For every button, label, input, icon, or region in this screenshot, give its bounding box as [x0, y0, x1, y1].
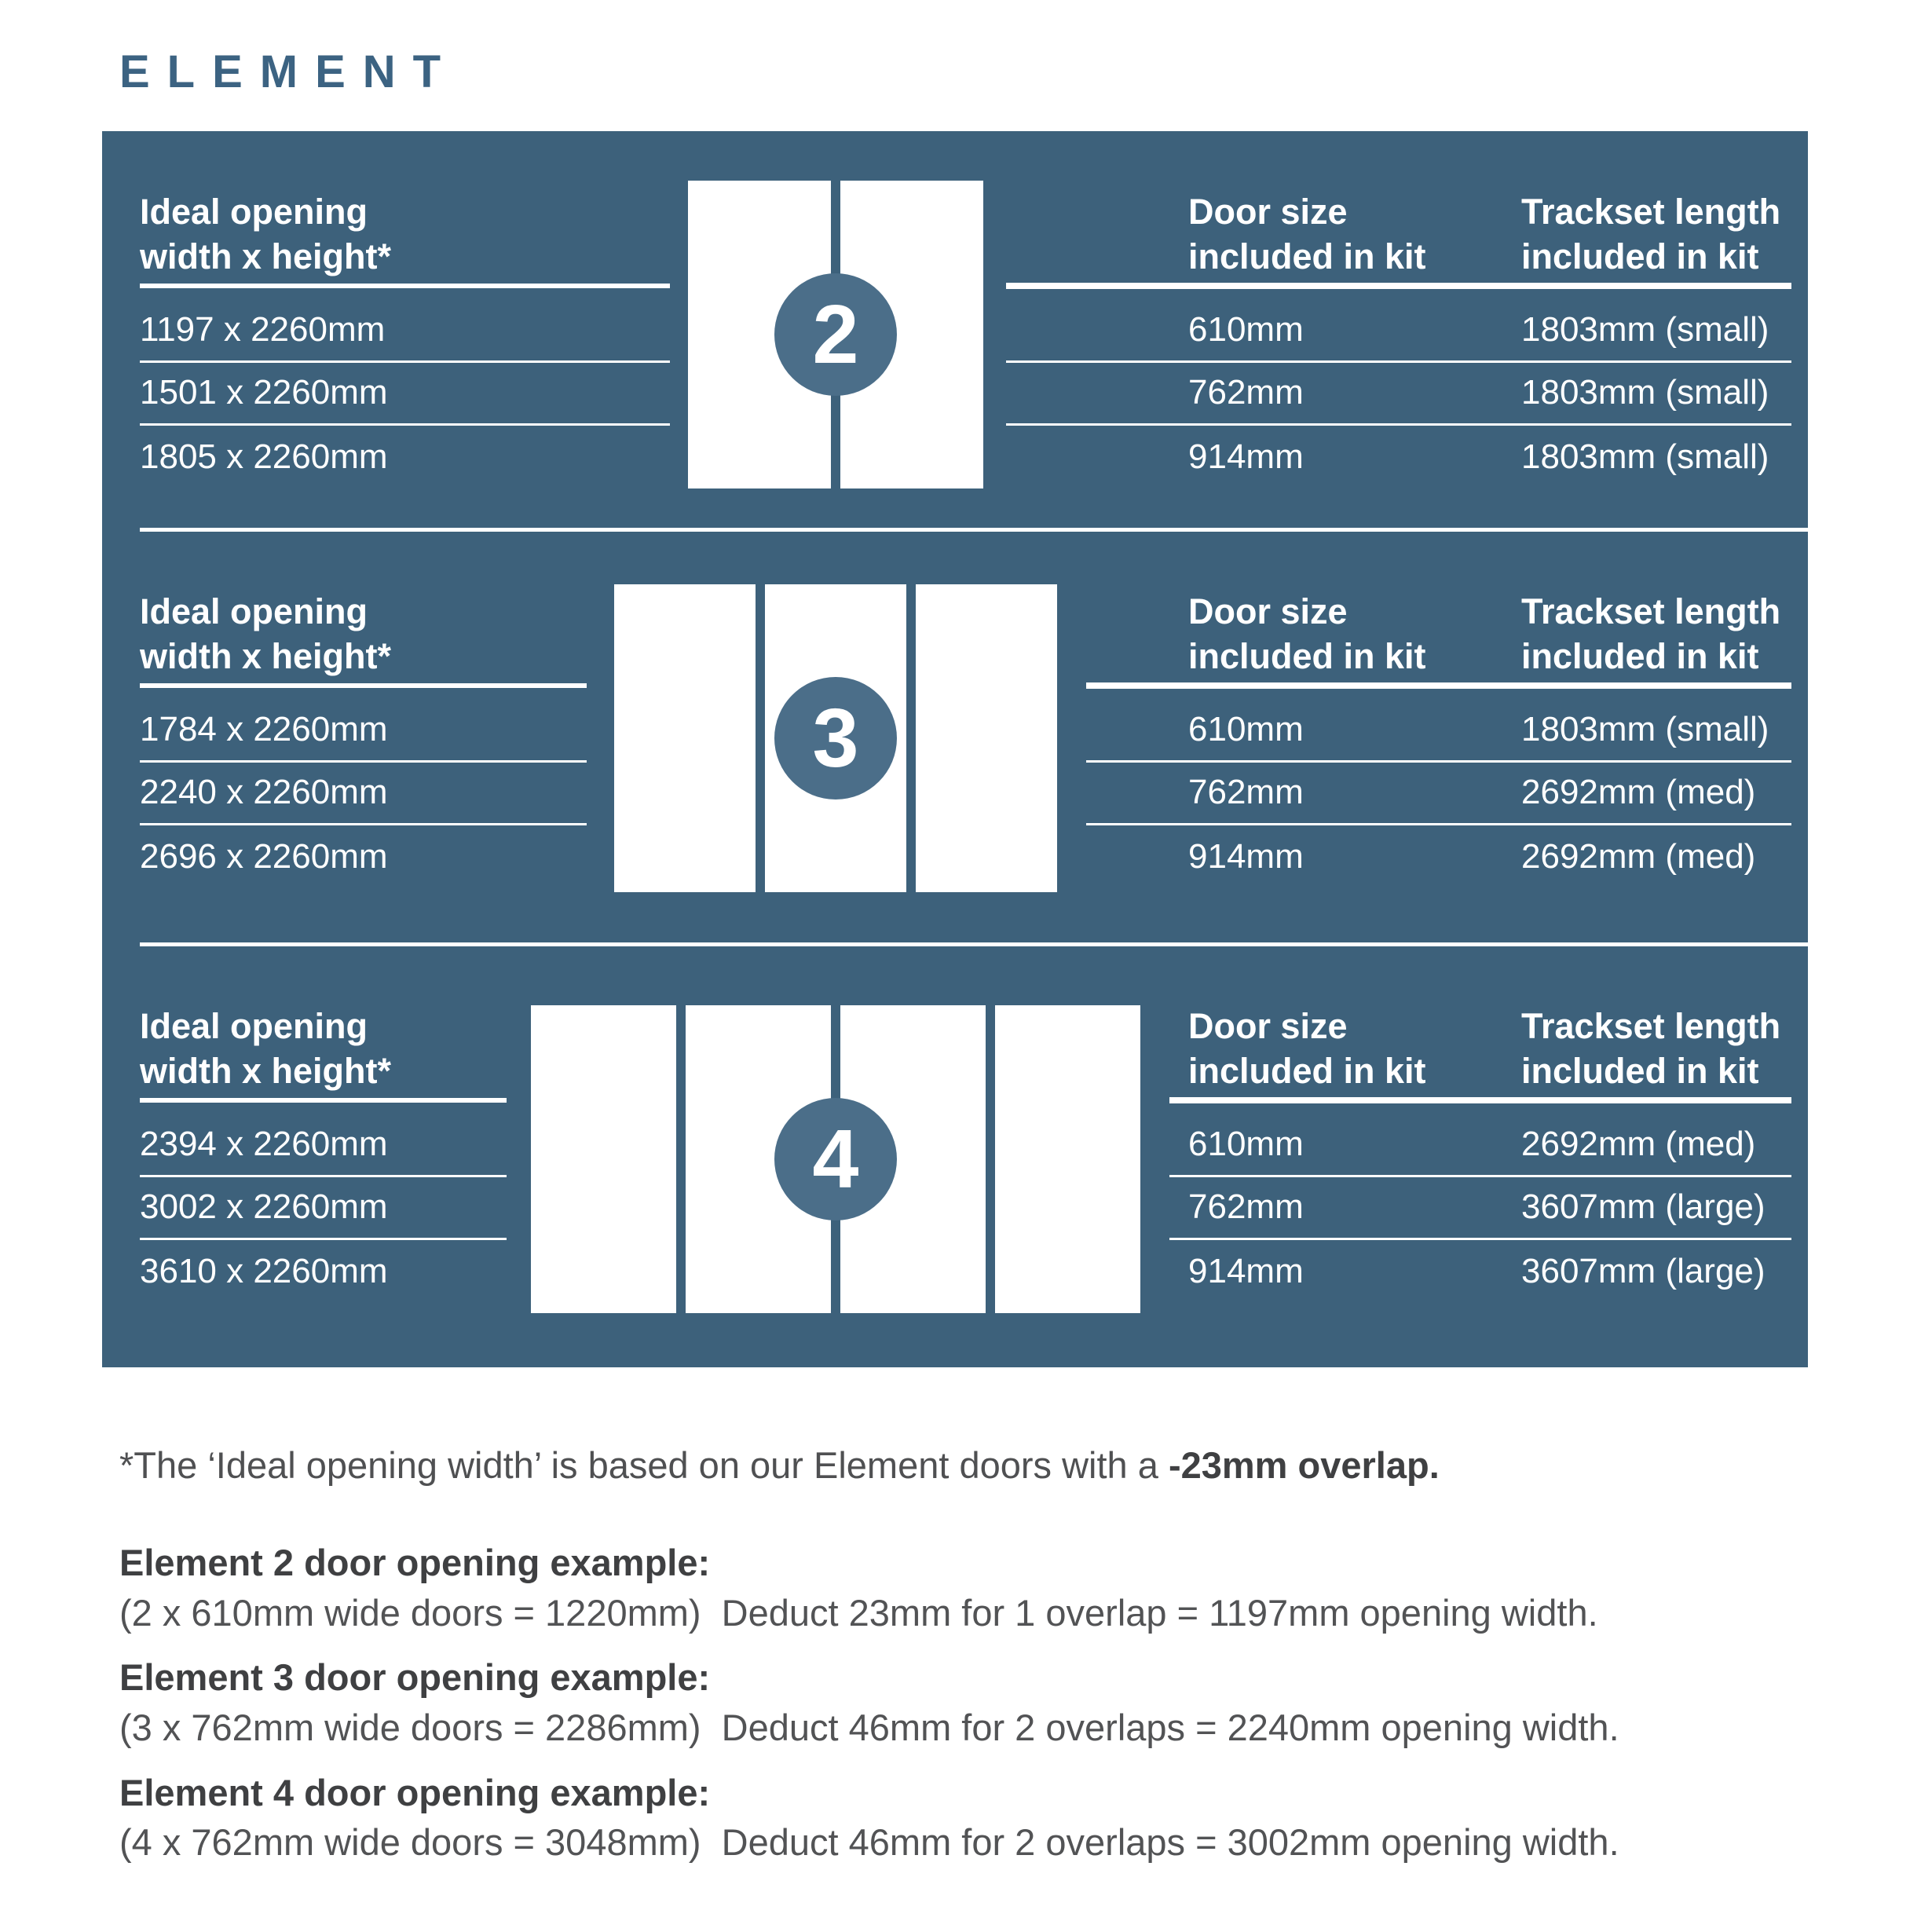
- opening-header-line1: Ideal opening: [140, 1006, 368, 1046]
- row-separator: [140, 1175, 507, 1177]
- door-count-badge: 4: [774, 1098, 897, 1220]
- trackset-value: 1803mm (small): [1521, 373, 1769, 412]
- trackset-value: 2692mm (med): [1521, 837, 1756, 876]
- footnote-bold-text: -23mm overlap.: [1168, 1444, 1440, 1486]
- section-divider: [140, 942, 1808, 946]
- door-count-badge: 2: [774, 273, 897, 396]
- row-separator: [140, 760, 587, 763]
- door-size-header-line1: Door size: [1188, 192, 1348, 232]
- door-size-column-header: [1188, 1004, 1426, 1093]
- example-4-door-body: (4 x 762mm wide doors = 3048mm) Deduct 46mm for 2 overlaps = 3002mm opening width.: [119, 1821, 1619, 1863]
- example-2-door-body: (2 x 610mm wide doors = 1220mm) Deduct 23mm for 1 overlap = 1197mm opening width.: [119, 1592, 1598, 1634]
- header-rule: [1169, 1097, 1791, 1103]
- trackset-column-header: [1521, 589, 1780, 679]
- trackset-value: 1803mm (small): [1521, 310, 1769, 349]
- door-panel: [531, 1005, 676, 1313]
- row-separator: [1086, 823, 1791, 825]
- example-3-door-heading: Element 3 door opening example:: [119, 1656, 711, 1698]
- trackset-header-line1: Trackset length: [1521, 192, 1781, 232]
- opening-column-header: [140, 1004, 391, 1093]
- opening-header-line1: Ideal opening: [140, 591, 368, 631]
- opening-value: 2394 x 2260mm: [140, 1125, 388, 1163]
- row-separator: [1169, 1238, 1791, 1240]
- trackset-value: 3607mm (large): [1521, 1187, 1766, 1226]
- row-separator: [1006, 423, 1791, 426]
- door-size-column-header: [1188, 589, 1426, 679]
- door-size-header-line1: Door size: [1188, 591, 1348, 631]
- door-size-column-header: [1188, 189, 1426, 279]
- door-size-value: 762mm: [1188, 1187, 1304, 1226]
- door-size-header-line2: included in kit: [1188, 636, 1426, 676]
- door-panel: [995, 1005, 1140, 1313]
- opening-column-header: [140, 189, 391, 279]
- opening-header-line2: width x height*: [140, 1051, 391, 1091]
- opening-header-line2: width x height*: [140, 636, 391, 676]
- spec-panel: [102, 131, 1808, 1367]
- door-size-value: 762mm: [1188, 373, 1304, 412]
- opening-value: 1197 x 2260mm: [140, 310, 386, 349]
- header-rule: [1086, 682, 1791, 689]
- example-2-door-heading: Element 2 door opening example:: [119, 1542, 711, 1583]
- door-size-header-line2: included in kit: [1188, 1051, 1426, 1091]
- header-rule: [1006, 283, 1791, 289]
- example-4-door-heading: Element 4 door opening example:: [119, 1772, 711, 1813]
- trackset-value: 1803mm (small): [1521, 437, 1769, 476]
- page-title: ELEMENT: [119, 46, 459, 97]
- door-panel: [916, 584, 1057, 892]
- door-panel: [614, 584, 756, 892]
- trackset-header-line2: included in kit: [1521, 1051, 1759, 1091]
- section-divider: [140, 528, 1808, 532]
- header-rule: [140, 284, 670, 288]
- overlap-footnote: [119, 1444, 1440, 1487]
- door-size-value: 610mm: [1188, 310, 1304, 349]
- opening-value: 1805 x 2260mm: [140, 437, 388, 476]
- opening-value: 2696 x 2260mm: [140, 837, 388, 876]
- opening-value: 1784 x 2260mm: [140, 710, 388, 748]
- trackset-column-header: [1521, 1004, 1780, 1093]
- door-size-value: 914mm: [1188, 837, 1304, 876]
- opening-column-header: [140, 589, 391, 679]
- door-count-badge: 3: [774, 677, 897, 800]
- row-separator: [1169, 1175, 1791, 1177]
- opening-value: 1501 x 2260mm: [140, 373, 388, 412]
- header-rule: [140, 1098, 507, 1103]
- trackset-value: 3607mm (large): [1521, 1252, 1766, 1290]
- door-size-header-line1: Door size: [1188, 1006, 1348, 1046]
- example-3-door-body: (3 x 762mm wide doors = 2286mm) Deduct 46mm for 2 overlaps = 2240mm opening width.: [119, 1707, 1619, 1748]
- trackset-header-line2: included in kit: [1521, 236, 1759, 276]
- row-separator: [1086, 760, 1791, 763]
- trackset-column-header: [1521, 189, 1780, 279]
- trackset-header-line1: Trackset length: [1521, 591, 1781, 631]
- door-size-value: 914mm: [1188, 437, 1304, 476]
- opening-header-line1: Ideal opening: [140, 192, 368, 232]
- door-size-value: 914mm: [1188, 1252, 1304, 1290]
- row-separator: [140, 423, 670, 426]
- door-size-value: 610mm: [1188, 1125, 1304, 1163]
- trackset-value: 1803mm (small): [1521, 710, 1769, 748]
- row-separator: [1006, 360, 1791, 363]
- door-size-value: 610mm: [1188, 710, 1304, 748]
- opening-value: 3610 x 2260mm: [140, 1252, 388, 1290]
- door-size-header-line2: included in kit: [1188, 236, 1426, 276]
- trackset-value: 2692mm (med): [1521, 1125, 1756, 1163]
- row-separator: [140, 1238, 507, 1240]
- trackset-header-line2: included in kit: [1521, 636, 1759, 676]
- header-rule: [140, 683, 587, 688]
- opening-value: 2240 x 2260mm: [140, 773, 388, 811]
- door-size-value: 762mm: [1188, 773, 1304, 811]
- row-separator: [140, 360, 670, 363]
- opening-value: 3002 x 2260mm: [140, 1187, 388, 1226]
- trackset-value: 2692mm (med): [1521, 773, 1756, 811]
- opening-header-line2: width x height*: [140, 236, 391, 276]
- footnote-text: *The ‘Ideal opening width’ is based on our Element doors with a: [119, 1444, 1169, 1486]
- row-separator: [140, 823, 587, 825]
- trackset-header-line1: Trackset length: [1521, 1006, 1781, 1046]
